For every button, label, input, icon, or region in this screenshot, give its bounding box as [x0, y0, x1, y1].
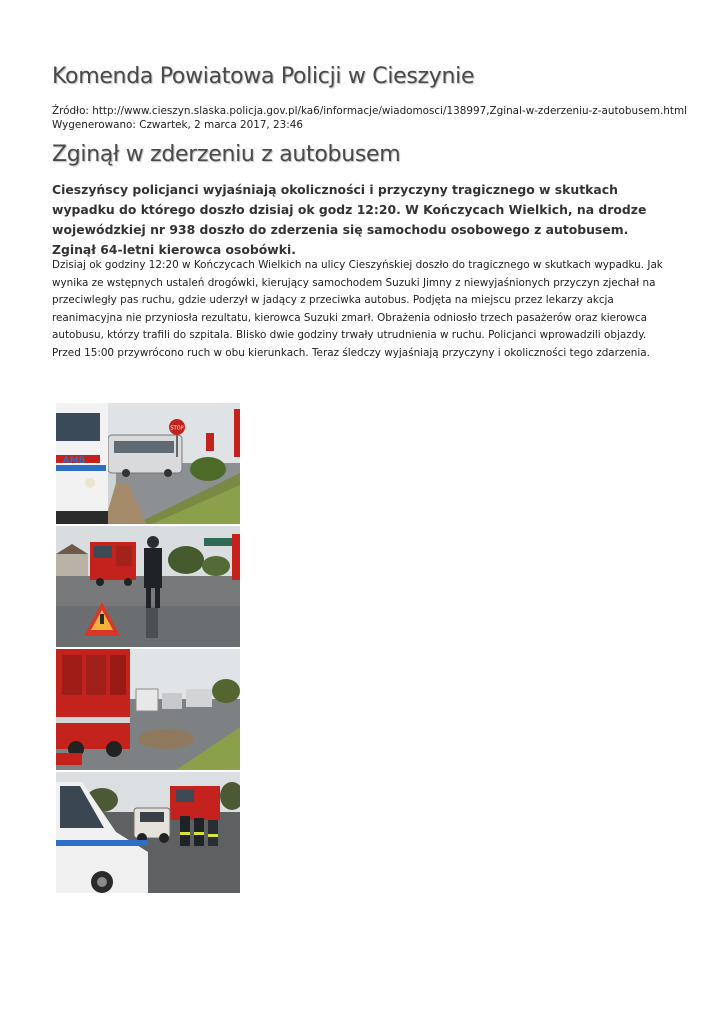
accident-photo-1 [56, 403, 240, 524]
article-body: Dzisiaj ok godziny 12:20 w Kończycach Wielkich na ulicy Cieszyńskiej doszło do tragicznego w skutkach wypadku. Jak wynika ze wstępnych ustaleń drogówki, kierujący samochodem Suzuki Jimny z niewyjaśnionych przyczyn zjechał na przeciwległy pas ruchu, gdzie uderzył w jadący z przeciwka autobus. Podjęta na miejscu przez lekarzy akcja reanimacyjna nie przyniosła rezultatu, kierowca Suzuki zmarł. Obrażenia odniosło trzech pasażerów oraz kierowca autobusu, którzy trafili do szpitala. Blisko dwie godziny trwały utrudnienia w ruchu. Policjanci wprowadzili objazdy. Przed 15:00 przywrócono ruch w obu kierunkach. Teraz śledczy wyjaśniają przyczyny i okoliczności tego zdarzenia. [52, 259, 663, 359]
source-line: Źródło: http://www.cieszyn.slaska.policja.gov.pl/ka6/informacje/wiadomosci/138997,Zginal-w-zderzeniu-z-autobusem.html [52, 105, 687, 117]
article-lead: Cieszyńscy policjanci wyjaśniają okoliczności i przyczyny tragicznego w skutkach wypadku do którego doszło dzisiaj ok godz 12:20. W Kończycach Wielkich, na drodze wojewódzkiej nr 938 doszło do zderzenia się samochodu osobowego z autobusem. Zginął 64-letni kierowca osobówki. [52, 182, 647, 257]
document-meta [52, 104, 687, 132]
article-title: Zginął w zderzeniu z autobusem [52, 142, 401, 167]
accident-photo-3 [56, 649, 240, 770]
ambulance-label: AMB [62, 456, 86, 466]
generated-line: Wygenerowano: Czwartek, 2 marca 2017, 23:46 [52, 119, 303, 131]
accident-photo-4 [56, 772, 240, 893]
accident-photo-2 [56, 526, 240, 647]
stop-sign-text: STOP [170, 425, 184, 432]
site-title: Komenda Powiatowa Policji w Cieszynie [52, 64, 475, 89]
